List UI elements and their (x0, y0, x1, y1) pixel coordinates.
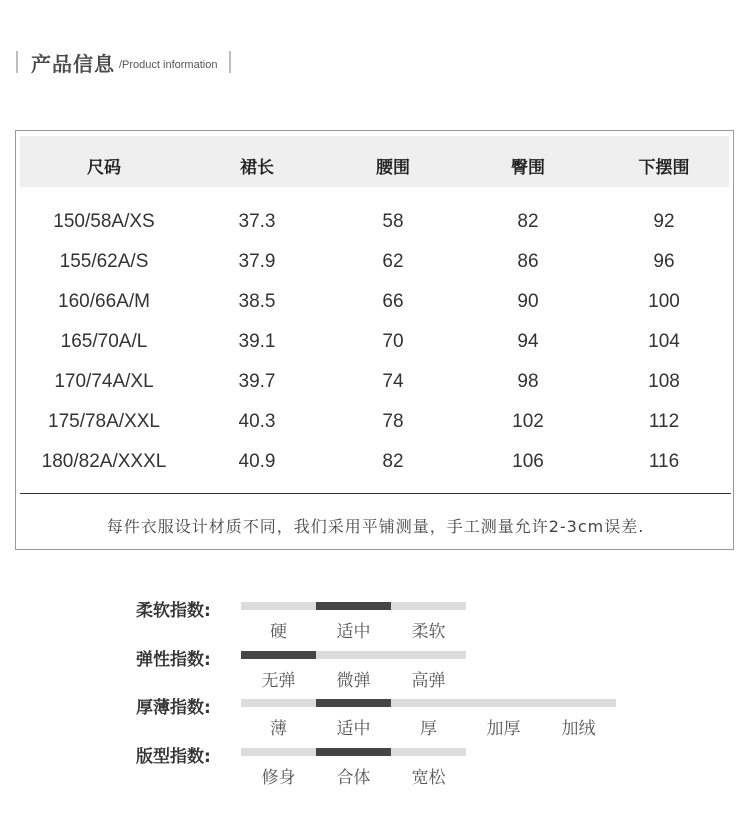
index-option-label: 微弹 (336, 671, 371, 691)
table-cell: 170/74A/XL (54, 371, 154, 392)
table-cell: 150/58A/XS (53, 211, 155, 232)
index-bar-segment-selected (316, 748, 391, 756)
index-bar-segment (391, 651, 466, 659)
index-bar-segment (391, 699, 466, 707)
column-header-skirt-length: 裙长 (240, 158, 274, 178)
table-cell: 74 (382, 371, 404, 392)
index-option-label: 加绒 (561, 719, 596, 739)
index-bar-segment (241, 602, 316, 610)
table-cell: 180/82A/XXXL (41, 451, 167, 472)
measurement-note: 每件衣服设计材质不同，我们采用平铺测量，手工测量允许2-3cm误差. (106, 517, 645, 536)
header-left-bar (16, 51, 18, 73)
table-cell: 82 (382, 451, 404, 472)
index-bar-segment (241, 699, 316, 707)
column-header-hem: 下摆围 (638, 158, 690, 178)
index-bar-segment (241, 748, 316, 756)
table-cell: 96 (653, 251, 675, 272)
index-bar-segment-selected (316, 602, 391, 610)
index-label: 厚薄指数: (136, 698, 211, 718)
index-bar-segment (466, 699, 541, 707)
index-bar-segment (316, 651, 391, 659)
index-label: 弹性指数: (136, 650, 211, 670)
table-cell: 104 (648, 331, 680, 352)
table-cell: 155/62A/S (59, 251, 149, 272)
table-cell: 112 (648, 411, 680, 432)
table-cell: 98 (517, 371, 539, 392)
table-cell: 70 (382, 331, 404, 352)
section-subtitle: /Product information (119, 59, 218, 71)
index-option-label: 适中 (336, 719, 371, 739)
table-row (16, 371, 735, 411)
size-table (15, 130, 734, 550)
table-cell: 102 (512, 411, 544, 432)
table-cell: 78 (382, 411, 404, 432)
index-option-label: 加厚 (486, 719, 521, 739)
table-cell: 92 (653, 211, 675, 232)
table-cell: 106 (512, 451, 544, 472)
table-cell: 37.9 (238, 251, 276, 272)
table-cell: 58 (382, 211, 404, 232)
index-option-label: 适中 (336, 622, 371, 642)
table-cell: 40.3 (238, 411, 276, 432)
index-label: 版型指数: (136, 747, 211, 767)
table-cell: 66 (382, 291, 404, 312)
index-bar-segment-selected (316, 699, 391, 707)
table-cell: 39.7 (238, 371, 276, 392)
table-cell: 175/78A/XXL (48, 411, 160, 432)
table-row (16, 251, 735, 291)
table-cell: 160/66A/M (58, 291, 150, 312)
index-bar-segment (541, 699, 616, 707)
index-option-label: 薄 (270, 719, 287, 739)
table-row (16, 331, 735, 371)
index-option-label: 高弹 (411, 671, 446, 691)
table-cell: 165/70A/L (60, 331, 148, 352)
index-option-label: 柔软 (411, 622, 446, 642)
table-cell: 108 (648, 371, 680, 392)
index-option-label: 硬 (270, 622, 287, 642)
table-row (16, 451, 735, 491)
table-cell: 94 (517, 331, 539, 352)
table-cell: 86 (517, 251, 539, 272)
table-cell: 90 (517, 291, 539, 312)
section-title: 产品信息 (31, 51, 115, 76)
column-header-waist: 腰围 (376, 158, 410, 178)
index-bar-segment-selected (241, 651, 316, 659)
index-bar-segment (391, 602, 466, 610)
table-row (16, 291, 735, 331)
table-cell: 39.1 (238, 331, 276, 352)
index-option-label: 宽松 (411, 768, 446, 788)
table-cell: 62 (382, 251, 404, 272)
index-option-label: 合体 (336, 768, 371, 788)
table-cell: 37.3 (238, 211, 276, 232)
table-cell: 100 (648, 291, 680, 312)
table-header-row (20, 136, 729, 187)
section-header (16, 50, 231, 74)
table-row (16, 211, 735, 251)
index-option-label: 修身 (261, 768, 296, 788)
table-cell: 82 (517, 211, 539, 232)
table-cell: 40.9 (238, 451, 276, 472)
table-divider (20, 493, 731, 494)
column-header-size: 尺码 (87, 158, 121, 178)
index-bar-segment (391, 748, 466, 756)
table-row (16, 411, 735, 451)
index-label: 柔软指数: (136, 601, 211, 621)
table-cell: 116 (648, 451, 680, 472)
header-right-bar (229, 51, 231, 73)
index-option-label: 厚 (420, 719, 437, 739)
index-option-label: 无弹 (261, 671, 296, 691)
column-header-hip: 臀围 (511, 158, 545, 178)
table-cell: 38.5 (238, 291, 276, 312)
